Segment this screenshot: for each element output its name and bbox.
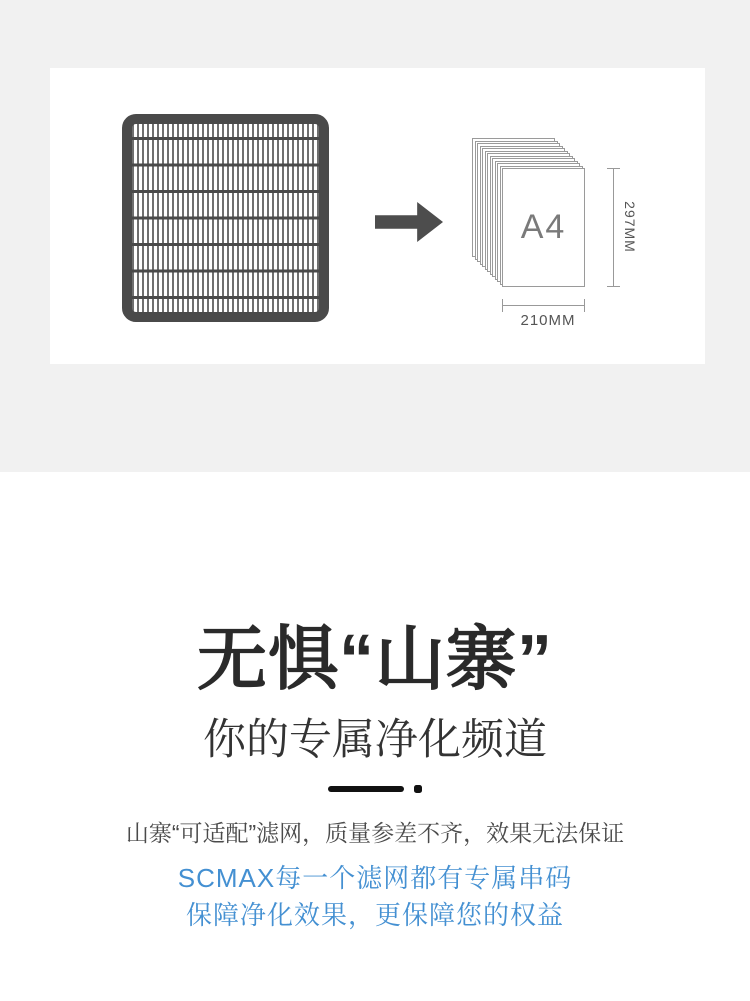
divider-bar <box>328 786 404 792</box>
width-dimension-label: 210MM <box>520 312 576 329</box>
page-subtitle: 你的专属净化频道 <box>203 716 547 764</box>
highlight-line-1: SCMAX每一个滤网都有专属串码 <box>177 863 573 893</box>
highlight-line-2: 保障净化效果，更保障您的权益 <box>185 900 564 930</box>
divider-dot <box>414 785 422 793</box>
title-divider <box>0 785 750 793</box>
height-dimension-line <box>607 168 620 287</box>
width-dimension-line <box>502 299 585 312</box>
illustration-card <box>50 68 705 364</box>
hero-section <box>0 0 750 472</box>
height-dimension-label: 297MM <box>622 201 638 253</box>
hepa-filter-graphic <box>122 114 329 322</box>
page-title: 无惧“山寨” <box>197 620 553 698</box>
right-arrow-icon <box>375 202 443 242</box>
brand-highlight-text <box>0 860 750 934</box>
a4-size-label: A4 <box>520 208 567 246</box>
counterfeit-warning-text: 山寨“可适配”滤网，质量参差不齐，效果无法保证 <box>125 820 625 846</box>
